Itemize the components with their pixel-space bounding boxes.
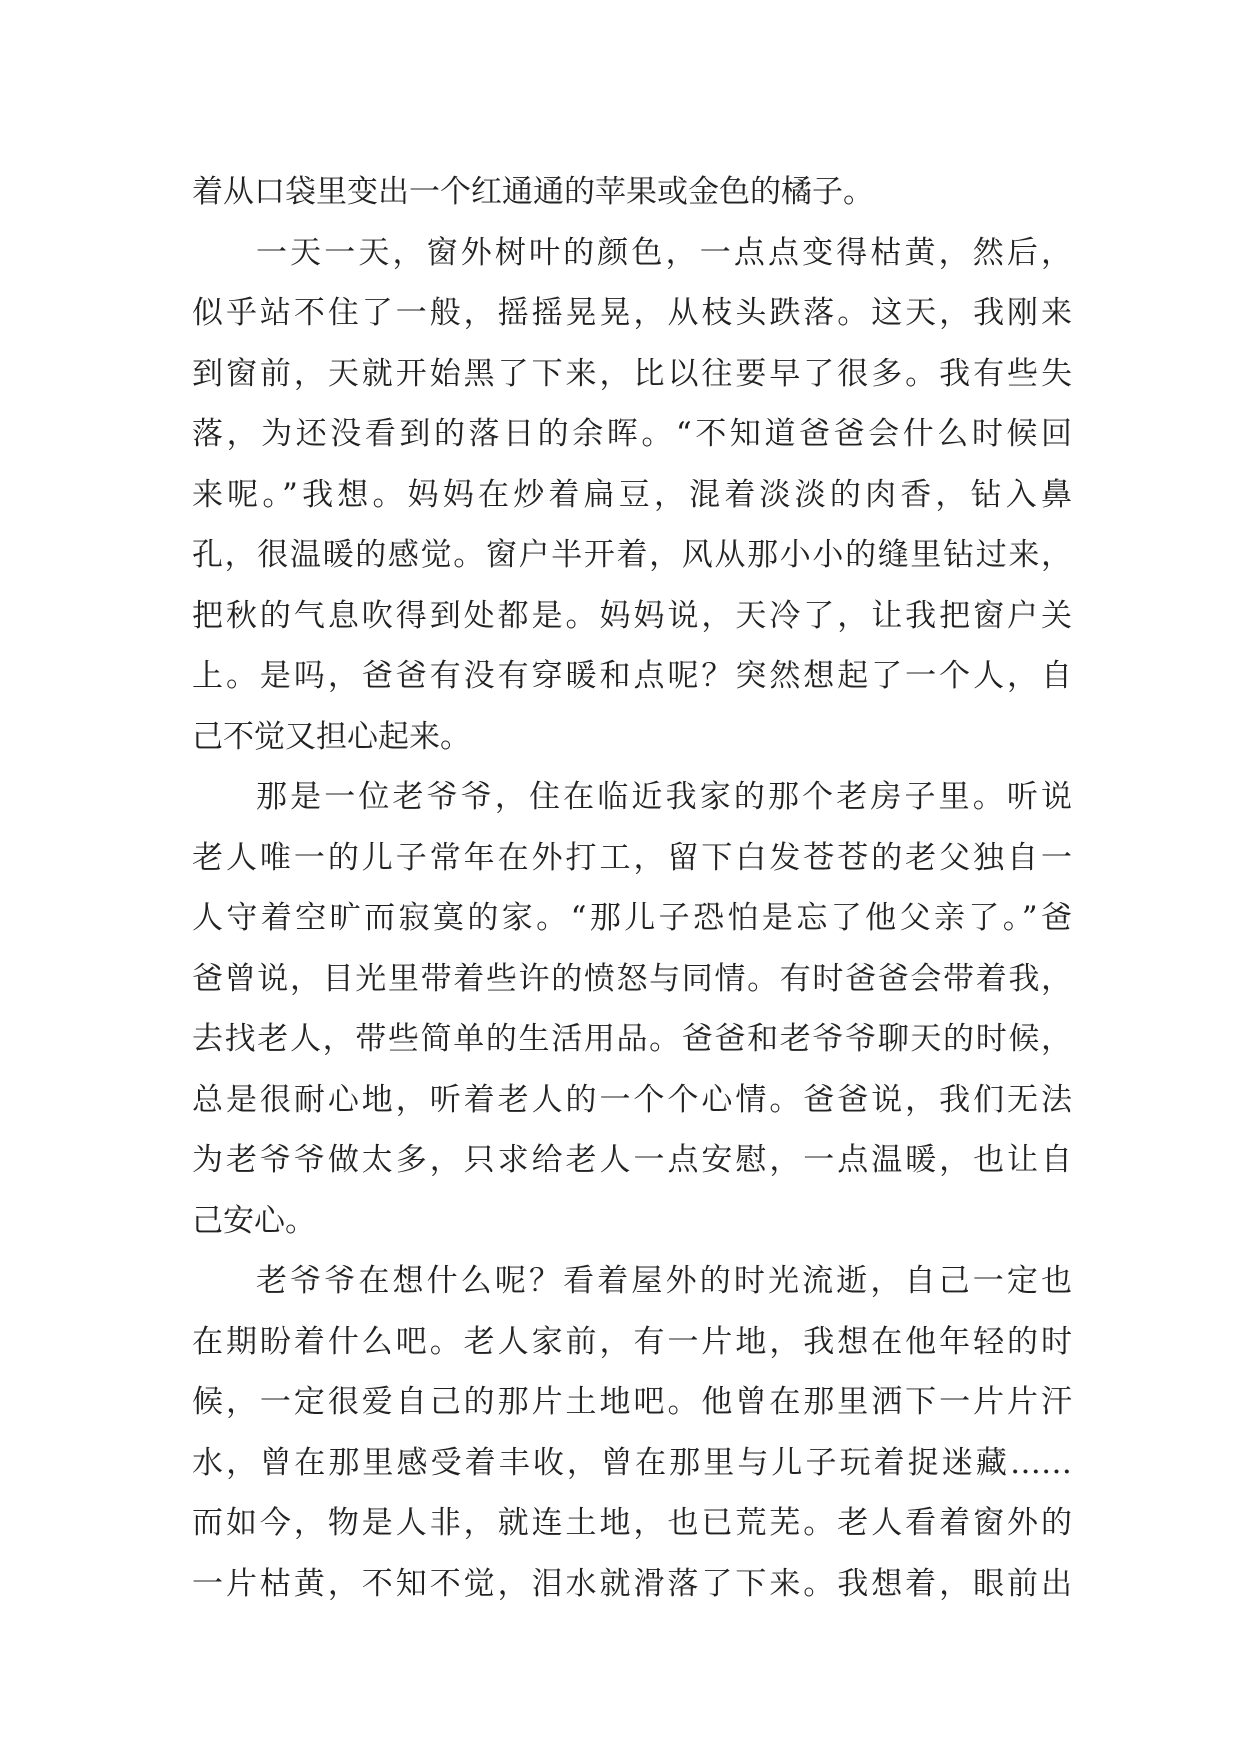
paragraph-first-line: 老爷爷在想什么呢？看着屋外的时光流逝，自己一定也	[256, 1263, 1072, 1299]
text-line: 上。是吗，爸爸有没有穿暖和点呢？突然想起了一个人，自	[192, 658, 1072, 694]
text-line: 孔，很温暖的感觉。窗户半开着，风从那小小的缝里钻过来，	[192, 537, 1072, 573]
text-line: 似乎站不住了一般，摇摇晃晃，从枝头跌落。这天，我刚来	[192, 295, 1072, 331]
text-line: 为老爷爷做太多，只求给老人一点安慰，一点温暖，也让自	[192, 1142, 1072, 1178]
text-line: 己安心。	[192, 1202, 316, 1239]
text-line: 在期盼着什么吧。老人家前，有一片地，我想在他年轻的时	[192, 1323, 1072, 1360]
text-line: 把秋的气息吹得到处都是。妈妈说，天冷了，让我把窗户关	[192, 597, 1072, 634]
text-line: 老人唯一的儿子常年在外打工，留下白发苍苍的老父独自一	[192, 839, 1072, 876]
text-line: 水，曾在那里感受着丰收，曾在那里与儿子玩着捉迷藏……	[192, 1444, 1072, 1481]
text-line: 落，为还没看到的落日的余晖。“不知道爸爸会什么时候回	[192, 416, 1072, 452]
text-line: 己不觉又担心起来。	[192, 718, 471, 755]
text-line: 爸曾说，目光里带着些许的愤怒与同情。有时爸爸会带着我，	[192, 960, 1072, 997]
text-line: 着从口袋里变出一个红通通的苹果或金色的橘子。	[192, 174, 874, 210]
text-line: 到窗前，天就开始黑了下来，比以往要早了很多。我有些失	[192, 355, 1072, 392]
text-line: 一片枯黄，不知不觉，泪水就滑落了下来。我想着，眼前出	[192, 1565, 1072, 1602]
text-line: 人守着空旷而寂寞的家。“那儿子恐怕是忘了他父亲了。”爸	[192, 900, 1072, 936]
paragraph-first-line: 那是一位老爷爷，住在临近我家的那个老房子里。听说	[256, 779, 1072, 815]
text-line: 总是很耐心地，听着老人的一个个心情。爸爸说，我们无法	[192, 1081, 1072, 1118]
paragraph-first-line: 一天一天，窗外树叶的颜色，一点点变得枯黄，然后，	[256, 234, 1072, 271]
body-text	[192, 162, 1072, 1614]
text-line: 候，一定很爱自己的那片土地吧。他曾在那里洒下一片片汗	[192, 1384, 1072, 1420]
text-line: 去找老人，带些简单的生活用品。爸爸和老爷爷聊天的时候，	[192, 1021, 1072, 1057]
text-line: 而如今，物是人非，就连土地，也已荒芜。老人看着窗外的	[192, 1505, 1072, 1541]
text-line: 来呢。”我想。妈妈在炒着扁豆，混着淡淡的肉香，钻入鼻	[192, 476, 1072, 513]
